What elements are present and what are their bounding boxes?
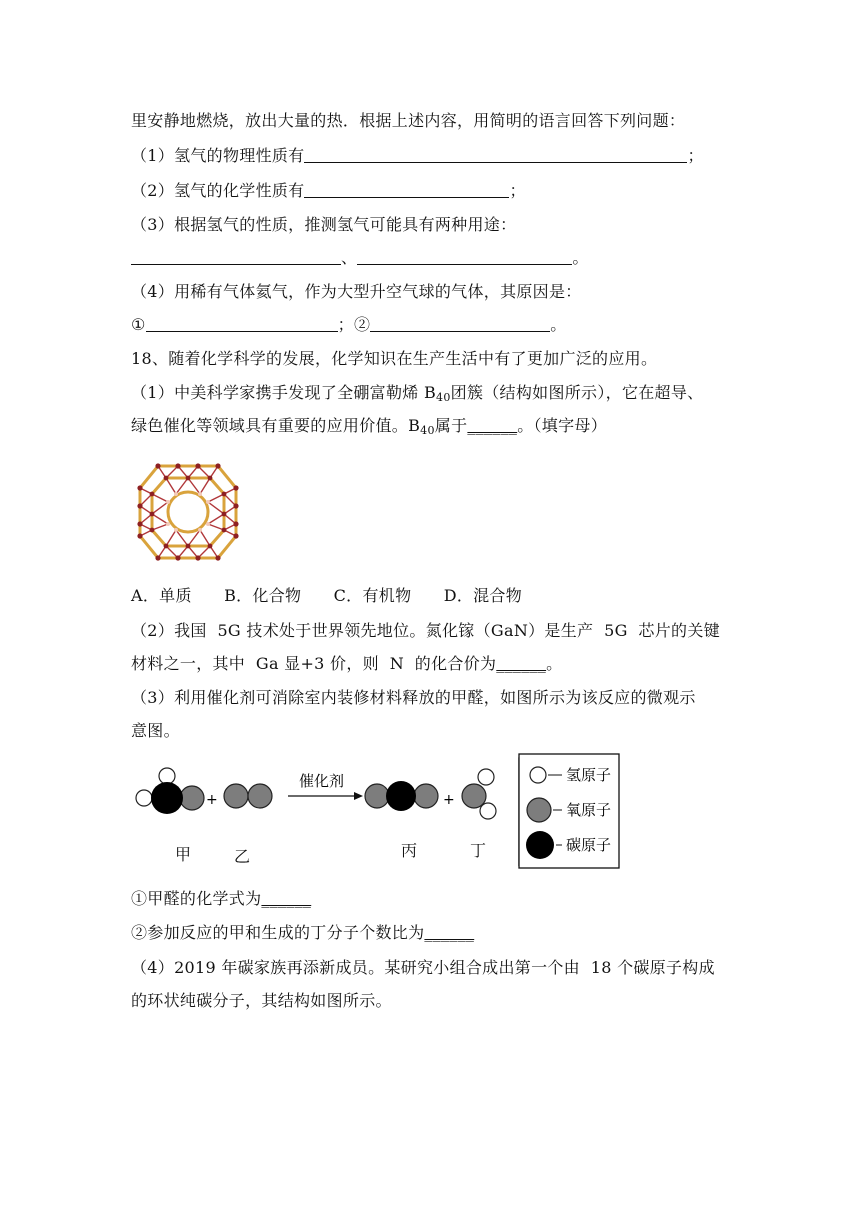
question-18-3-line: （3）利用催化剂可消除室内装修材料释放的甲醛，如图所示为该反应的微观示 [131,688,696,707]
legend-hydrogen-label: 氢原子 [566,766,612,784]
legend [518,753,620,869]
answer-blank[interactable]: ______ [261,889,312,908]
question-18-3-line-2: 意图。 [131,721,180,740]
question-4-line: （4）用稀有气体氦气，作为大型升空气球的气体，其原因是： [131,282,582,301]
question-18-2-line-2: 材料之一，其中 Ga 显+3 价，则 N 的化合价为______。 [131,654,563,673]
answer-blank[interactable] [131,248,341,265]
label-jia: 甲 [175,845,192,864]
answer-blank[interactable] [370,315,550,332]
plus-sign: + [206,792,218,808]
question-18-1-line-2: 绿色催化等领域具有重要的应用价值。$B_{40}$属于______。（填字母） [131,416,608,437]
answer-blank[interactable] [146,315,338,332]
molecule-ding [462,769,496,819]
question-18-4-line-2: 的环状纯碳分子，其结构如图所示。 [131,991,392,1010]
label-yi: 乙 [234,847,251,866]
question-4-blanks: ① ；② 。 [131,315,567,334]
answer-blank[interactable] [304,146,687,163]
carbon-atom-icon [526,831,554,859]
question-18-title: 18、随着化学科学的发展，化学知识在生产生活中有了更加广泛的应用。 [131,349,658,368]
answer-blank[interactable]: ______ [467,416,518,435]
legend-carbon-label: 碳原子 [566,836,612,854]
text-line: 里安静地燃烧，放出大量的热．根据上述内容，用简明的语言回答下列问题： [131,111,686,130]
answer-blank[interactable] [304,181,509,198]
molecule-bing [365,781,438,811]
question-18-3-ii: ②参加反应的甲和生成的丁分子个数比为______ [131,923,475,942]
answer-blank[interactable] [357,248,572,265]
molecule-yi [224,784,272,808]
question-18-1-line: （1）中美科学家携手发现了全硼富勒烯 $B_{40}$团簇（结构如图所示），它在超导、 [131,383,704,404]
borophene-b40-image [136,458,240,566]
legend-oxygen-label: 氧原子 [566,801,612,819]
question-2-line: （2）氢气的化学性质有 ； [131,181,526,200]
label-bing: 丙 [401,841,418,860]
question-18-2-line: （2）我国 5G 技术处于世界领先地位。氮化镓（GaN）是生产 5G 芯片的关键 [131,621,720,640]
arrow-icon [354,792,363,800]
question-3-line: （3）根据氢气的性质，推测氢气可能具有两种用途： [131,215,517,234]
molecule-jia [136,768,204,814]
catalyst-label: 催化剂 [299,772,345,790]
question-3-blanks: 、 。 [131,248,589,268]
oxygen-atom-icon [527,798,551,822]
answer-blank[interactable]: ______ [496,654,547,673]
hydrogen-atom-icon [530,767,546,783]
question-18-3-i: ①甲醛的化学式为______ [131,889,312,908]
answer-options: A．单质 B．化合物 C．有机物 D．混合物 [131,586,523,605]
plus-sign: + [443,792,455,808]
question-18-4-line: （4）2019 年碳家族再添新成员。某研究小组合成出第一个由 18 个碳原子构成 [131,958,715,977]
label-ding: 丁 [470,841,487,860]
answer-blank[interactable]: ______ [424,923,475,942]
question-1-line: （1）氢气的物理性质有 ； [131,146,704,165]
